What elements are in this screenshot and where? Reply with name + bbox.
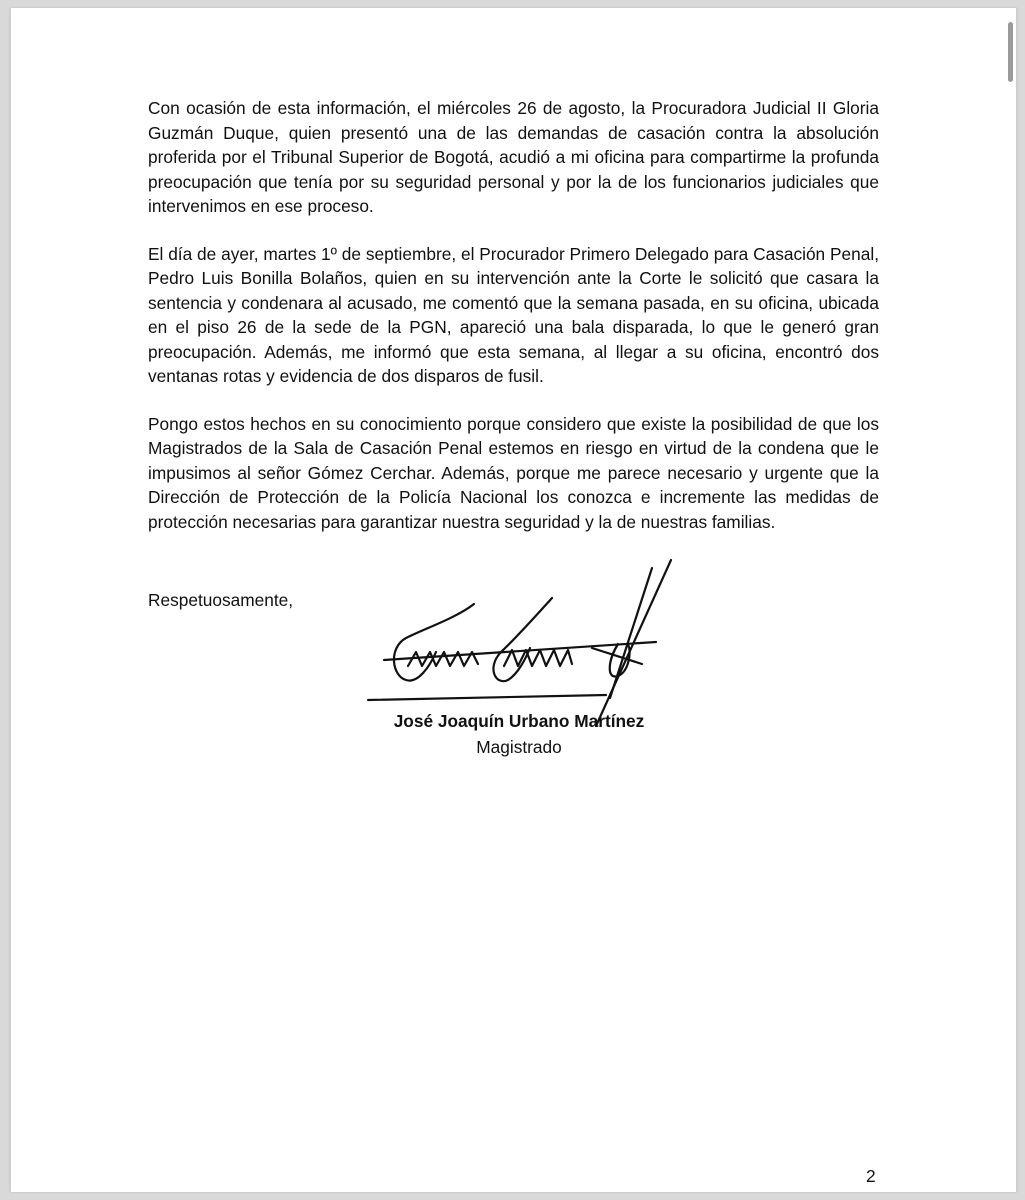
page-number: 2 — [866, 1166, 876, 1186]
signer-title: Magistrado — [476, 737, 562, 757]
paragraph-1: Con ocasión de esta información, el miércoles 26 de agosto, la Procuradora Judicial II Gloria Guzmán Duque, quien presentó una de las demandas de casación contra la absolución proferida por el Tribunal Superior de Bogotá, acudió a mi oficina para compartirme la profunda preocupación que tenía por su seguridad personal y por la de los funcionarios judiciales que intervenimos en ese proceso. — [148, 98, 879, 216]
document-page — [10, 8, 1017, 1192]
paragraph-3: Pongo estos hechos en su conocimiento porque considero que existe la posibilidad de que los Magistrados de la Sala de Casación Penal estemos en riesgo en virtud de la condena que le impusimos al señor Gómez Cerchar. Además, porque me parece necesario y urgente que la Dirección de Protección de la Policía Nacional los conozca e incremente las medidas de protección necesarias para garantizar nuestra seguridad y la de nuestras familias. — [148, 413, 879, 532]
closing-salutation: Respetuosamente, — [148, 590, 294, 610]
document-body — [148, 96, 879, 557]
signer-name: José Joaquín Urbano Martínez — [393, 711, 645, 731]
paragraph-2: El día de ayer, martes 1º de septiembre, el Procurador Primero Delegado para Casación Penal, Pedro Luis Bonilla Bolaños, quien en su intervención ante la Corte le solicitó que casara la sentencia y condenara al acusado, me comentó que la semana pasada, en su oficina, ubicada en el piso 26 de la sede de la PGN, apareció una bala disparada, lo que le generó gran preocupación. Además, me informó que esta semana, al llegar a su oficina, encontró dos ventanas rotas y evidencia de dos disparos de fusil. — [148, 243, 879, 386]
scrollbar[interactable] — [1008, 22, 1013, 82]
